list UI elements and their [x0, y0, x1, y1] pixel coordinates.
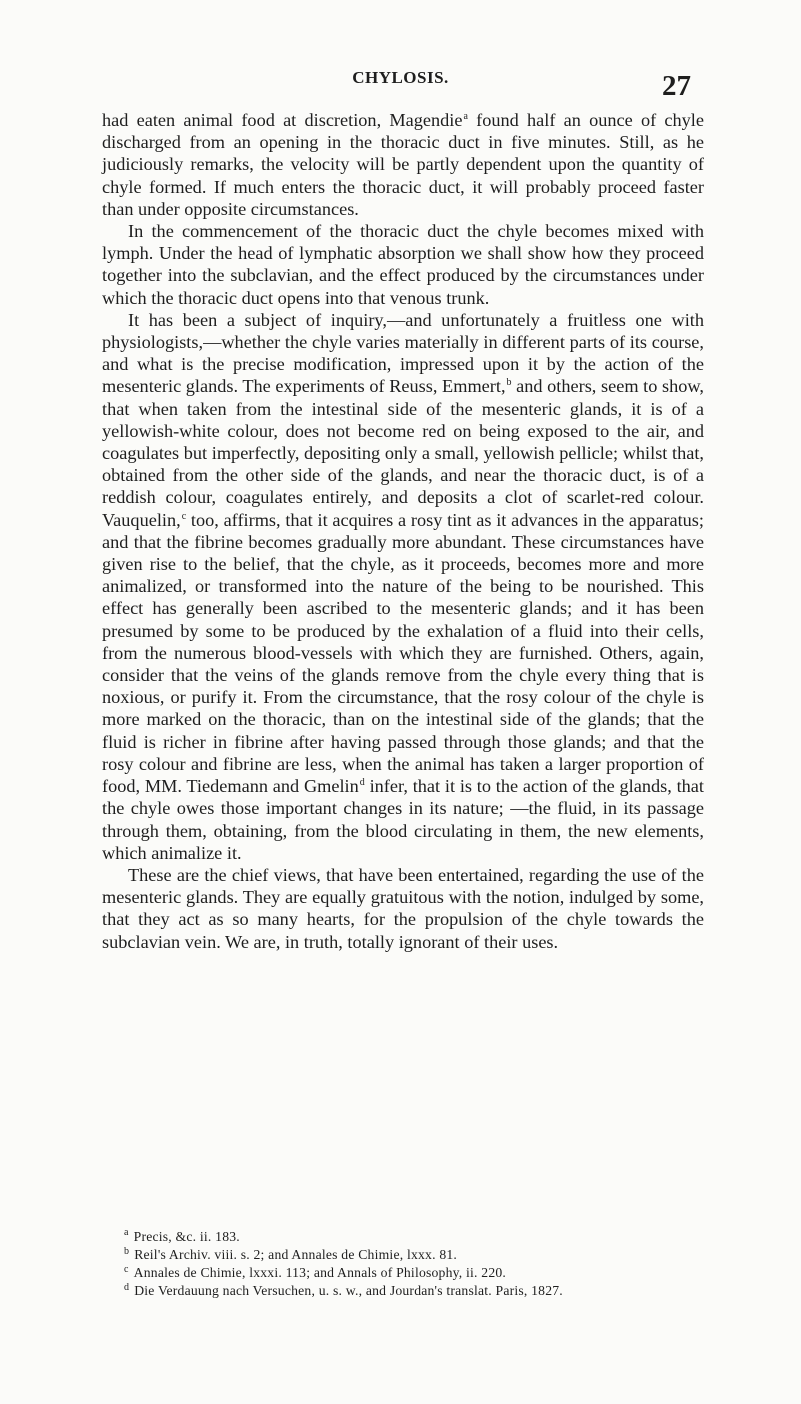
- page-number: 27: [662, 70, 691, 102]
- footnote-marker-a: a: [124, 1227, 129, 1239]
- paragraph-3-text-part-4: infer, that it is to the action of the glands, that the chyle owes those important changes in its nature; —the fluid, in its passage through them, obtaining, from the blood circulating in them, the new elements, which animalize it.: [102, 776, 704, 863]
- footnote-ref-a: a: [463, 110, 468, 122]
- running-title: CHYLOSIS.: [352, 68, 449, 87]
- running-head: [0, 66, 801, 106]
- footnote-ref-d: d: [359, 777, 365, 788]
- paragraph-3-text-part-1: It has been a subject of inquiry,—and unfortunately a fruitless one with physiologists,—whether the chyle varies materially in different parts of its course, and what is the precise modification, impressed upon it by the action of the mesenteric glands. The experiments of Reuss, Emmert,: [102, 309, 704, 397]
- paragraph-4: These are the chief views, that have been entertained, regarding the use of the mesenteric glands. They are equally gratuitous with the notion, indulged by some, that they act as so many hearts, for the propulsion of the chyle towards the subclavian vein. We are, in truth, totally ignorant of their uses.: [102, 864, 704, 952]
- footnote-c: [124, 1264, 714, 1282]
- footnote-text-a: Precis, &c. ii. 183.: [133, 1229, 240, 1244]
- paragraph-1: [102, 109, 704, 220]
- paragraph-1-text-end: found half an ounce of chyle discharged from an opening in the thoracic duct in five minutes. Still, as he judiciously remarks, the velocity will be partly dependent upon the quantity of chyle formed. If much enters the thoracic duct, it will probably proceed faster than under opposite circumstances.: [102, 110, 705, 219]
- paragraph-3-text-part-2: and others, seem to show, that when taken from the intestinal side of the mesenteric glands, it is of a yellowish-white colour, does not become red on being exposed to the air, and coagulates but imperfectly, depositing only a small, yellowish pellicle; whilst that, obtained from the other side of the glands, and near the thoracic duct, is of a reddish colour, coagulates entirely, and deposits a clot of scarlet-red colour. Vauquelin,: [102, 376, 704, 530]
- footnote-text-c: Annales de Chimie, lxxxi. 113; and Annals of Philosophy, ii. 220.: [133, 1265, 507, 1281]
- paragraph-3-text-part-3: too, affirms, that it acquires a rosy tint as it advances in the apparatus; and that the fibrine becomes gradually more abundant. These circumstances have given rise to the belief, that the chyle, as it proceeds, becomes more and more animalized, or transformed into the nature of the being to be nourished. This effect has generally been ascribed to the mesenteric glands; and it has been presumed by some to be produced by the exhalation of a fluid into their cells, from the numerous blood-vessels with which they are furnished. Others, again, consider that the veins of the glands remove from the chyle every thing that is noxious, or purify it. From the circumstance, that the rosy colour of the chyle is more marked on the thoracic, than on the intestinal side of the glands; that the fluid is richer in fibrine after having passed through those glands; and that the rosy colour and fibrine are less, when the animal has taken a larger proportion of food, MM. Tiedemann and Gmelin: [102, 509, 704, 797]
- footnote-text-b: Reil's Archiv. viii. s. 2; and Annales de Chimie, lxxx. 81.: [134, 1247, 458, 1263]
- footnote-b: [124, 1246, 714, 1264]
- footnote-marker-b: b: [124, 1245, 130, 1257]
- footnote-d: [124, 1282, 714, 1300]
- footnote-marker-c: c: [124, 1263, 129, 1275]
- paragraph-3: [102, 309, 704, 864]
- paragraph-1-text-start: had eaten animal food at discretion, Magendie: [102, 110, 463, 130]
- footnote-ref-c: c: [181, 510, 187, 522]
- footnote-marker-d: d: [124, 1281, 130, 1293]
- paragraph-2: In the commencement of the thoracic duct the chyle becomes mixed with lymph. Under the head of lymphatic absorption we shall show how they proceed together into the subclavian, and the effect produced by the circumstances under which the thoracic duct opens into that venous trunk.: [102, 221, 704, 308]
- footnote-text-d: Die Verdauung nach Versuchen, u. s. w., and Jourdan's translat. Paris, 1827.: [134, 1283, 563, 1299]
- footnote-a: [124, 1228, 714, 1246]
- footnotes: [124, 1228, 714, 1300]
- footnote-ref-b: b: [506, 377, 512, 389]
- main-text: [102, 109, 704, 953]
